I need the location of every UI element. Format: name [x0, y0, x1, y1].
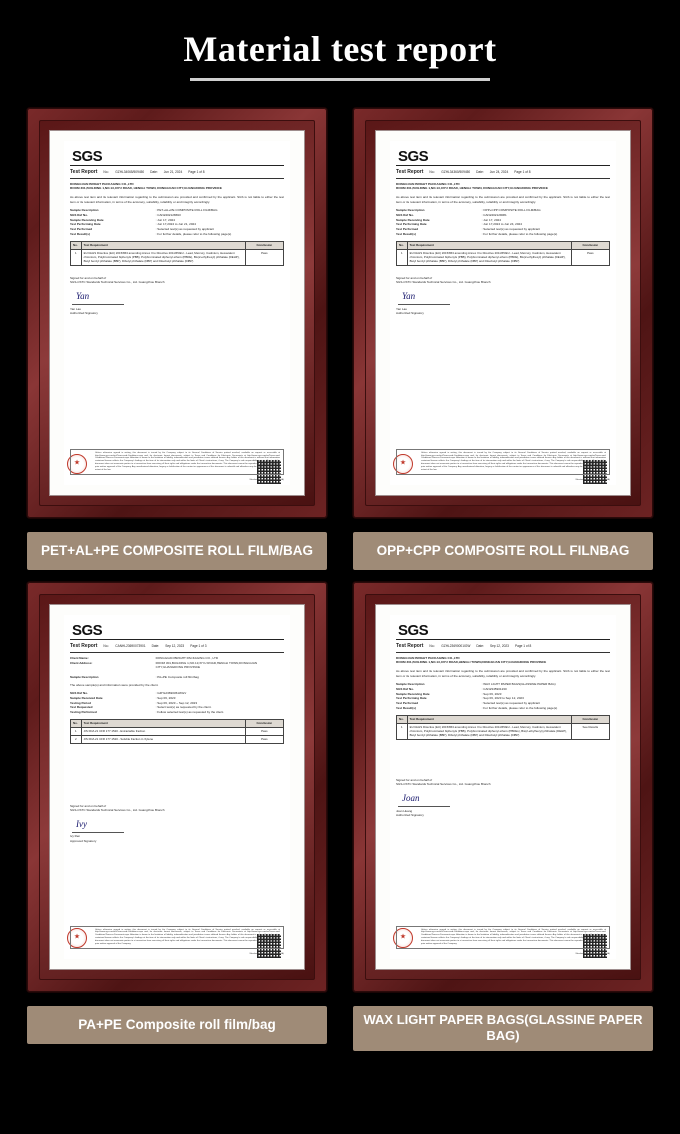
- col-requirement: Test Requirement: [81, 241, 245, 249]
- frame-bevel-4: [365, 594, 641, 980]
- table-header-row: [397, 715, 610, 723]
- intro-text-3: The above sample(s) and information were provided by the client.: [70, 682, 159, 687]
- caption-plate-2: OPP+CPP COMPOSITE ROLL FILNBAG: [353, 532, 653, 570]
- field-value: : PA+PE Composite roll film/bag: [155, 675, 199, 679]
- cell-no: 1: [71, 249, 82, 265]
- col-requirement: Test Requirement: [407, 241, 571, 249]
- field-key: Sample Description: [70, 675, 99, 679]
- cell-conclusion: Pass: [245, 735, 283, 743]
- table-row: [71, 249, 284, 265]
- cell-conclusion: Pass: [571, 249, 609, 265]
- field-value: : Jun 17,2024 to Jun 24, 2024: [481, 222, 522, 227]
- company-name-1: DONGGUAN BRIGHT PACKAGING CO.,LTD: [70, 181, 134, 186]
- report-ref-value-4: GZHL23690001IGW: [441, 644, 471, 648]
- report-ref-value-3: CANHL23690073901: [115, 644, 146, 648]
- intro-text-4: As above test item and its relevant information regarding to the submission are provided and confirmed by the applicant. SGS is not liable to either the test item or its relevant information, in terms of the accuracy, suitability, reliability or and integrity accordingly.: [396, 669, 610, 678]
- company-block-2: [396, 182, 610, 191]
- branch-4: SGS-CSTC Standards Technical Services Co., Ltd. Guangzhou Branch: [396, 782, 491, 787]
- field-value: : Selected test(s) as requested by applicant: [481, 701, 541, 706]
- report-title-1: Test Report: [70, 169, 98, 175]
- company-name-4: DONGGUAN BRIGHT PACKAGING CO.,LTD: [396, 655, 460, 660]
- branch-2: SGS-CSTC Standards Technical Services Co., Ltd. Guangzhou Branch: [396, 280, 491, 285]
- report-page-4: Page 1 of 8: [514, 644, 532, 648]
- report-date-label-1: Date:: [150, 170, 158, 174]
- sgs-logo-4: SGS: [398, 622, 429, 639]
- results-table-2: [396, 241, 610, 266]
- intro-text-1: As above test item and its relevant information regarding to the submission are provided and confirmed by the applicant. SGS is not liable to either the test item or its relevant information, in terms of the accuracy, suitability, reliability or and integrity accordingly.: [70, 195, 284, 204]
- col-conclusion: Conclusion: [571, 715, 609, 723]
- col-no: No.: [71, 241, 82, 249]
- field-key: Testing Period: [70, 700, 91, 705]
- field-value: : Jun 17, 2024: [481, 217, 501, 222]
- field-value: : For further details, please refer to the following page(s): [155, 231, 232, 236]
- field-key: Sample Received Date: [70, 696, 103, 700]
- table-row: [397, 249, 610, 265]
- signature-line-2: [398, 304, 450, 305]
- field-list-4: [396, 682, 610, 710]
- signer-title-4: Authorized Signatory: [396, 813, 424, 818]
- sgs-logo-rule-2: [396, 165, 610, 166]
- disclaimer-1: Unless otherwise agreed in writing, this document is issued by the Company subject to its General Conditions of Service printed overleaf, available on request or accessible at http://www.sgs.com/en/Terms-and-Conditions.aspx and, for electronic format documents, subject to Terms and Conditions for Electronic Documents at http://www.sgs.com/en/Terms-and-Conditions/Terms-e-Document.aspx. Attention is drawn to the limitation of liability, indemnification and jurisdiction issues defined therein. Any holder of this document is advised that information contained hereon reflects the Company's findings at the time of its intervention only and within the limits of Client's instructions, if any. The Company's sole responsibility is to its Client and this document does not exonerate parties to a transaction from exercising all their rights and obligations under the transaction documents. This document cannot be reproduced except in full, without prior written approval of the Company. Any unauthorized alteration, forgery or falsification of the content or appearance of this document is unlawful and offenders may be prosecuted to the fullest extent of the law.: [70, 449, 284, 475]
- signature-line-1: [72, 304, 124, 305]
- cell-no: 1: [397, 723, 408, 739]
- branch-1: SGS-CSTC Standards Technical Services Co., Ltd. Guangzhou Branch: [70, 280, 165, 285]
- cell-requirement: JIS FDA 21 CFR 177.1520 - Soluble fraction in Xylene: [81, 735, 245, 743]
- disclaimer-2: Unless otherwise agreed in writing, this document is issued by the Company subject to its General Conditions of Service printed overleaf, available on request or accessible at http://www.sgs.com/en/Terms-and-Conditions.aspx and, for electronic format documents, subject to Terms and Conditions for Electronic Documents at http://www.sgs.com/en/Terms-and-Conditions/Terms-e-Document.aspx. Attention is drawn to the limitation of liability, indemnification and jurisdiction issues defined therein. Any holder of this document is advised that information contained hereon reflects the Company's findings at the time of its intervention only and within the limits of Client's instructions, if any. The Company's sole responsibility is to its Client and this document does not exonerate parties to a transaction from exercising all their rights and obligations under the transaction documents. This document cannot be reproduced except in full, without prior written approval of the Company. Any unauthorized alteration, forgery or falsification of the content or appearance of this document is unlawful and offenders may be prosecuted to the fullest extent of the law.: [396, 449, 610, 475]
- col-requirement: Test Requirement: [81, 719, 245, 727]
- frame-bevel-3: [39, 594, 315, 980]
- field-key: Test Performing Date: [70, 222, 101, 227]
- signature-block-3: [70, 804, 284, 844]
- company-block-1: [70, 182, 284, 191]
- cell-requirement: EU RoHS Directive (EU) 2015/863 amending Annex II to Directive 2011/65/EU - Lead, Mercury, Cadmium, Hexavalent chromium, Polybrominated biphenyls (PBB), Polybrominated diphenyl ethers (PBDEs), Bis(2-ethylhexyl) phthalate (DEHP), Butyl benzyl phthalate (BBP), Dibutyl phthalate (DBP) and Diisobutyl phthalate (DIBP): [407, 723, 571, 739]
- header-separator-3: [70, 652, 284, 653]
- report-header-4: [396, 643, 610, 650]
- frame-bevel-1: [39, 120, 315, 506]
- cell-no: 1: [71, 727, 82, 735]
- field-value: : CAN2402128693: [155, 212, 181, 217]
- results-table-1: [70, 241, 284, 266]
- cell-requirement: EU RoHS Directive (EU) 2015/863 amending Annex II to Directive 2011/65/EU - Lead, Mercury, Cadmium, Hexavalent chromium, Polybrominated biphenyls (PBB), Polybrominated diphenyl ethers (PBDE), Bis(2-ethylhexyl) phthalate (DEHP), Butyl benzyl phthalate (BBP), Dibutyl phthalate (DBP) and Diisobutyl phthalate (DIBP): [81, 249, 245, 265]
- table-header-row: [71, 719, 284, 727]
- member-line-2: Member of the SGS Group (SGS SA): [575, 478, 610, 481]
- page-title: [0, 0, 680, 81]
- report-date-value-4: Sep 12, 2023: [489, 644, 509, 648]
- table-row: [71, 735, 284, 743]
- field-value: : Select test(s) as requested by the client.: [155, 705, 212, 710]
- field-value: : GZHL23690361WGV: [155, 691, 187, 696]
- field-list-3: [70, 675, 284, 680]
- page-title-text: Material test report: [183, 29, 497, 69]
- field-value: : For further details, please refer to the following page(s): [481, 231, 558, 236]
- results-table-3: [70, 719, 284, 744]
- signer-name-4: Joan Huang: [396, 808, 413, 813]
- field-value: : Jun 17,2024 to Jun 21, 2024: [155, 222, 196, 227]
- report-ref-value-1: GZHL34065/509450: [115, 170, 145, 174]
- client-address-3: ROOM 301,BUILDING 1,NO.13,XIYU ROAD,HENGLI TOWN,DONGGUAN CITY,GUANGDONG PROVINCE: [155, 660, 258, 670]
- report-title-2: Test Report: [396, 169, 424, 175]
- sgs-certificate-4: [390, 615, 616, 959]
- signed-for-1: Signed for and on behalf of: [70, 275, 107, 280]
- handwritten-signature-4: Joan: [402, 792, 420, 803]
- signature-line-4: [398, 806, 450, 807]
- signer-name-2: Yan Lau: [396, 306, 407, 311]
- field-key: Sample Description: [396, 208, 425, 213]
- company-address-1: ROOM 301,BUILDING 1,NO.13,XIYU ROAD, HENGLI TOWN, DONGGUAN CITY,GUANGDONG PROVINCE: [70, 186, 222, 191]
- frame-mat-2: [375, 130, 631, 496]
- picture-frame-3: [27, 582, 327, 992]
- sgs-logo-rule-1: [70, 165, 284, 166]
- sgs-logo-3: SGS: [72, 622, 103, 639]
- field-key: Sample Description: [70, 208, 99, 213]
- sgs-certificate-3: [64, 615, 290, 959]
- cell-requirement: EU RoHS Directive (EU) 2015/863 amending Annex II to Directive 2011/65/EU - Lead, Mercury, Cadmium, Hexavalent chromium, Polybrominated biphenyls (PBB), Polybrominated diphenyl ethers (PBDE), Bis(2-ethylhexyl) phthalate (DEHP), Butyl benzyl phthalate (BBP), Dibutyl phthalate (DBP) and Diisobutyl phthalate (DIBP): [407, 249, 571, 265]
- field-key: Sample Description: [396, 682, 425, 687]
- client-address-label-3: Client Address:: [70, 660, 93, 665]
- certificate-card-1[interactable]: [18, 108, 336, 570]
- col-no: No.: [71, 719, 82, 727]
- report-date-label-3: Date:: [151, 644, 160, 648]
- report-date-label-2: Date:: [476, 170, 484, 174]
- report-ref-label-2: No.:: [429, 170, 436, 174]
- signature-block-2: [396, 276, 610, 316]
- field-value: : WAX LIGHT PAPER BAGS(GLASSINE PAPER BAG): [481, 682, 556, 687]
- company-block-4: [396, 656, 610, 665]
- picture-frame-2: [353, 108, 653, 518]
- field-key: Test Requested: [70, 705, 93, 710]
- report-ref-label-1: No.:: [103, 170, 110, 174]
- col-conclusion: Conclusion: [245, 719, 283, 727]
- picture-frame-4: [353, 582, 653, 992]
- disclaimer-3: Unless otherwise agreed in writing, this document is issued by the Company subject to its General Conditions of Service printed overleaf, available on request or accessible at http://www.sgs.com/en/Terms-and-Conditions.aspx and, for electronic format documents, subject to Terms and Conditions for Electronic Documents at http://www.sgs.com/en/Terms-and-Conditions/Terms-e-Document.aspx. Attention is drawn to the limitation of liability, indemnification and jurisdiction issues defined therein. Any holder of this document is advised that information contained hereon reflects the Company's findings at the time of its intervention only and within the limits of Client's instructions, if any. The Company's sole responsibility is to its Client and this document does not exonerate parties to a transaction from exercising all their rights and obligations under the transaction documents. This document cannot be reproduced except in full, without prior written approval of the Company.: [70, 926, 284, 949]
- certificate-card-4[interactable]: [344, 582, 662, 1051]
- field-key: Test Performing Date: [396, 696, 427, 701]
- report-title-3: Test Report: [70, 643, 98, 649]
- field-key: Test Performing Date: [396, 222, 427, 227]
- signer-name-1: Yan Lau: [70, 306, 81, 311]
- signer-title-2: Authorized Signatory: [396, 311, 424, 316]
- field-key: SGS Ref No.: [70, 212, 88, 217]
- header-separator-4: [396, 652, 610, 653]
- table-row: [397, 723, 610, 739]
- report-header-2: [396, 169, 610, 176]
- signed-for-3: Signed for and on behalf of: [70, 803, 107, 808]
- caption-plate-1: PET+AL+PE COMPOSITE ROLL FILM/BAG: [27, 532, 327, 570]
- sgs-logo-rule-3: [70, 639, 284, 640]
- signature-block-1: [70, 276, 284, 316]
- field-value: : Sep 06, 2023: [481, 691, 502, 696]
- cell-conclusion: Pass: [245, 727, 283, 735]
- table-header-row: [71, 241, 284, 249]
- report-date-value-2: Jun 24, 2024: [489, 170, 509, 174]
- col-requirement: Test Requirement: [407, 715, 571, 723]
- signer-title-3: Approved Signatory: [70, 838, 97, 843]
- report-header-3: [70, 643, 284, 650]
- field-value: : Selected test(s) as requested by applicant: [155, 227, 215, 232]
- sgs-certificate-2: [390, 141, 616, 485]
- picture-frame-1: [27, 108, 327, 518]
- branch-3: SGS-CSTC Standards Technical Services Co., Ltd. Guangzhou Branch: [70, 808, 165, 813]
- header-separator-2: [396, 178, 610, 179]
- client-name-3: DONGGUAN BRIGHT PACKAGING CO., LTD: [155, 655, 219, 660]
- member-line-1: Member of the SGS Group (SGS SA): [249, 478, 284, 481]
- intro-text-2: As above test item and its relevant information regarding to the submission are provided and confirmed by the applicant. SGS is not liable to either the test item or its relevant information, in terms of the accuracy, suitability, reliability or and integrity accordingly.: [396, 195, 610, 204]
- certificate-card-3[interactable]: [18, 582, 336, 1051]
- signed-for-2: Signed for and on behalf of: [396, 275, 433, 280]
- cell-conclusion: See Results: [571, 723, 609, 739]
- cell-conclusion: Pass: [245, 249, 283, 265]
- field-value: : CAN2402129081: [481, 212, 507, 217]
- field-value: : Selected test(s) as requested by applicant: [481, 227, 541, 232]
- report-page-1: Page 1 of 8: [188, 170, 205, 174]
- caption-plate-3: PA+PE Composite roll film/bag: [27, 1006, 327, 1044]
- disclaimer-4: Unless otherwise agreed in writing, this document is issued by the Company subject to its General Conditions of Service printed overleaf, available on request or accessible at http://www.sgs.com/en/Terms-and-Conditions.aspx and, for electronic format documents, subject to Terms and Conditions for Electronic Documents at http://www.sgs.com/en/Terms-and-Conditions/Terms-e-Document.aspx. Attention is drawn to the limitation of liability, indemnification and jurisdiction issues defined therein. Any holder of this document is advised that information contained hereon reflects the Company's findings at the time of its intervention only and within the limits of Client's instructions, if any. The Company's sole responsibility is to its Client and this document does not exonerate parties to a transaction from exercising all their rights and obligations under the transaction documents. This document cannot be reproduced except in full, without prior written approval of the Company.: [396, 926, 610, 949]
- field-value: : For further details, please refer to the following page(s): [481, 705, 558, 710]
- frame-mat-1: [49, 130, 305, 496]
- handwritten-signature-3: Ivy: [76, 818, 87, 829]
- field-key: Test Result(s): [70, 231, 90, 236]
- handwritten-signature-2: Yan: [402, 290, 416, 301]
- sgs-logo-1: SGS: [72, 148, 103, 165]
- client-name-label-3: Client Name:: [70, 655, 89, 660]
- field-key: Test Result(s): [396, 705, 416, 710]
- member-line-3: Member of the SGS Group (SGS SA): [249, 952, 284, 955]
- frame-mat-3: [49, 604, 305, 970]
- member-line-4: Member of the SGS Group (SGS SA): [575, 952, 610, 955]
- col-no: No.: [397, 241, 408, 249]
- field-value: : Sep 06, 2023: [155, 696, 176, 700]
- table-row: [71, 727, 284, 735]
- field-key: Test Performed: [70, 227, 93, 232]
- signer-name-3: Ivy Ren: [70, 834, 81, 839]
- report-title-4: Test Report: [396, 643, 424, 649]
- results-table-4: [396, 715, 610, 740]
- field-key: SGS Ref No.: [396, 686, 414, 691]
- signed-for-4: Signed for and on behalf of: [396, 777, 433, 782]
- field-list-2: [396, 208, 610, 236]
- col-conclusion: Conclusion: [571, 241, 609, 249]
- title-underline: [190, 78, 490, 81]
- field-value: : CAN2345901230: [481, 686, 507, 691]
- report-page-2: Page 1 of 8: [514, 170, 531, 174]
- cell-no: 1: [397, 249, 408, 265]
- report-page-3: Page 1 of 3: [190, 644, 207, 648]
- report-ref-label-3: No.:: [103, 644, 110, 648]
- sgs-logo-rule-4: [396, 639, 610, 640]
- report-date-value-1: Jun 21, 2024: [163, 170, 183, 174]
- field-value: : OPP+CPP COMPOSITE ROLL FILM/BAG: [481, 208, 541, 213]
- field-value: : Jun 17, 2024: [155, 217, 175, 222]
- field-key: Sample Receiving Date: [396, 217, 430, 222]
- field-key: Test Result(s): [396, 231, 416, 236]
- caption-plate-4: WAX LIGHT PAPER BAGS(GLASSINE PAPER BAG): [353, 1006, 653, 1051]
- report-header-1: [70, 169, 284, 176]
- signature-line-3: [72, 832, 124, 833]
- cell-requirement: JIS FDA 21 CFR 177.1520 - Extractable fraction: [81, 727, 245, 735]
- report-ref-value-2: GZHL34360/509450: [441, 170, 471, 174]
- company-address-2: ROOM 301,BUILDING 1,NO.13,XIYU ROAD, HENGLI TOWN, DONGGUAN CITY,GUANGDONG PROVINCE: [396, 186, 548, 191]
- sgs-logo-2: SGS: [398, 148, 429, 165]
- company-address-4: ROOM 301,BUILDING 1,NO.13,XIYU ROAD,HENGLI TOWN,DONGGUAN CITY,GUANGDONG PROVINCE: [396, 660, 547, 665]
- field-key: Test Performed: [396, 227, 419, 232]
- col-no: No.: [397, 715, 408, 723]
- header-separator-1: [70, 178, 284, 179]
- field-key: Sample Receiving Date: [70, 217, 104, 222]
- field-key: Test Performed: [396, 701, 419, 706]
- field-key: SGS Ref No.: [396, 212, 414, 217]
- client-block-3: [70, 656, 284, 670]
- report-date-value-3: Sep 12, 2023: [165, 644, 185, 648]
- certificate-grid: [0, 108, 680, 1051]
- report-date-label-4: Date:: [476, 644, 484, 648]
- table-header-row: [397, 241, 610, 249]
- frame-mat-4: [375, 604, 631, 970]
- field-value: : Sep 06, 2023 to Sep 12, 2023: [481, 696, 524, 701]
- company-name-2: DONGGUAN BRIGHT PACKAGING CO.,LTD: [396, 181, 460, 186]
- report-ref-label-4: No.:: [429, 644, 436, 648]
- field-key: Sample Receiving Date: [396, 691, 430, 696]
- signature-block-4: [396, 778, 610, 818]
- field-value: : PET+AL+PE COMPOSITE ROLL FILM/BAG: [155, 208, 218, 213]
- field-value: : Follow selected test(s) as requested by the client.: [155, 710, 225, 715]
- field-key: Testing Performed: [70, 710, 97, 715]
- cell-no: 2: [71, 735, 82, 743]
- sgs-certificate-1: [64, 141, 290, 485]
- field-key: SGS Ref No.: [70, 691, 88, 696]
- handwritten-signature-1: Yan: [76, 290, 90, 301]
- frame-bevel-2: [365, 120, 641, 506]
- field-list-3b: [70, 691, 284, 715]
- col-conclusion: Conclusion: [245, 241, 283, 249]
- certificate-card-2[interactable]: [344, 108, 662, 570]
- field-list-1: [70, 208, 284, 236]
- field-value: : Sep 06, 2023 ~ Sep 12, 2023: [155, 700, 198, 705]
- signer-title-1: Authorized Signatory: [70, 311, 98, 316]
